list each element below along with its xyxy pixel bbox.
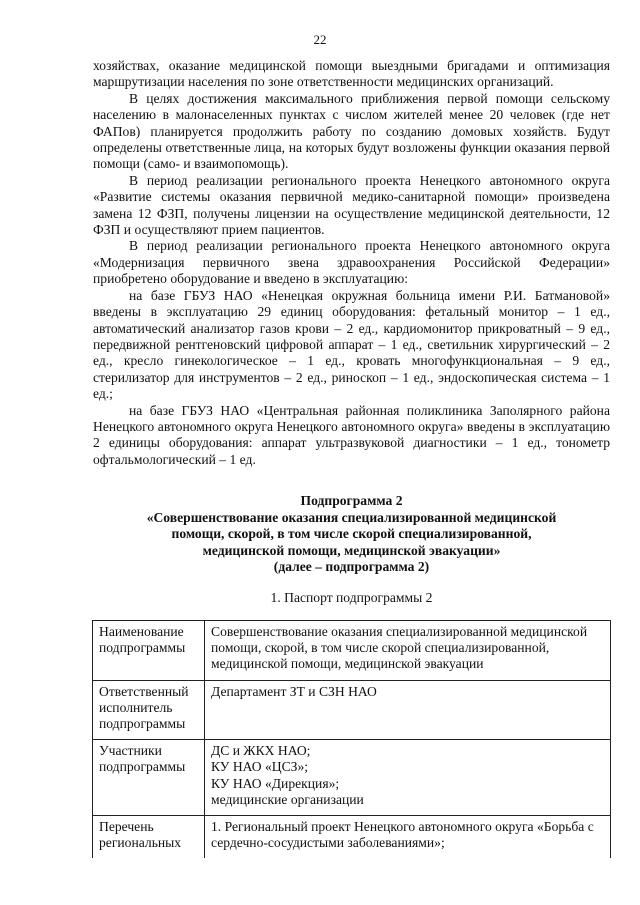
passport-table — [92, 620, 611, 858]
row-value: 1. Региональный проект Ненецкого автономного округа «Борьба с сердечно-сосудистыми заболеваниями»; — [205, 816, 611, 859]
row-value: Департамент ЗТ и СЗН НАО — [205, 680, 611, 740]
subprogram-name-line: «Совершенствование оказания специализированной медицинской — [146, 509, 557, 525]
paragraph: хозяйствах, оказание медицинской помощи выездными бригадами и оптимизация маршрутизации населения по зоне ответственности медицинских организаций. — [93, 58, 610, 90]
row-label: Участники подпрограммы — [93, 740, 205, 816]
row-label: Наименование подпрограммы — [93, 621, 205, 681]
paragraph: на базе ГБУЗ НАО «Ненецкая окружная больница имени Р.И. Батмановой» введены в эксплуатацию 29 единиц оборудования: фетальный монитор – 1 ед., автоматический анализатор газов крови – 2 ед., кардиомонитор прикроватный – 9 ед., передвижной рентгеновский цифровой аппарат – 1 ед., светильник хирургический – 2 ед., кресло гинекологическое – 1 ед., кровать многофункциональная – 9 ед., стерилизатор для инструментов – 2 ед., риноскоп – 1 ед., эндоскопическая система – 1 ед.; — [93, 287, 610, 402]
table-row — [93, 816, 611, 859]
participant: КУ НАО «Дирекция»; — [211, 775, 340, 791]
subprogram-short-name: (далее – подпрограмма 2) — [273, 559, 430, 575]
paragraph: В период реализации регионального проекта Ненецкого автономного округа «Модернизация первичного звена здравоохранения Российской Федерации» приобретено оборудование и введено в эксплуатацию: — [93, 238, 610, 287]
subprogram-title: Подпрограмма 2 — [300, 493, 403, 508]
paragraph: на базе ГБУЗ НАО «Центральная районная поликлиника Заполярного района Ненецкого автономного округа Ненецкого автономного округа» введены в эксплуатацию 2 единицы оборудования: аппарат ультразвуковой диагностики – 1 ед., тонометр офтальмологический – 1 ед. — [93, 402, 610, 467]
subprogram-name-line: помощи, скорой, в том числе скорой специализированной, — [171, 526, 532, 542]
participant: медицинские организации — [211, 791, 364, 807]
table-row — [93, 680, 611, 740]
row-value: Совершенствование оказания специализированной медицинской помощи, скорой, в том числе скорой специализированной, медицинской помощи, медицинской эвакуации — [205, 621, 611, 681]
subprogram-heading — [93, 493, 610, 576]
table-row — [93, 621, 611, 681]
participant: КУ НАО «ЦСЗ»; — [211, 759, 309, 775]
row-value — [205, 740, 611, 816]
row-label: Ответственный исполнитель подпрограммы — [93, 680, 205, 740]
paragraph: В целях достижения максимального приближения первой помощи сельскому населению в малонаселенных пунктах с числом жителей менее 20 человек (где нет ФАПов) планируется продолжить работу по созданию домовых хозяйств. Будут определены ответственные лица, на которых будут возложены функции оказания первой помощи (само- и взаимопомощь). — [93, 90, 610, 172]
passport-title: 1. Паспорт подпрограммы 2 — [270, 590, 433, 605]
body-text — [93, 58, 610, 468]
paragraph: В период реализации регионального проекта Ненецкого автономного округа «Развитие системы оказания первичной медико-санитарной помощи» произведена замена 12 ФЗП, получены лицензии на осуществление медицинской деятельности, 12 ФЗП и осуществляют прием пациентов. — [93, 172, 610, 238]
participant: ДС и ЖКХ НАО; — [211, 743, 311, 759]
table-row — [93, 740, 611, 816]
row-label: Перечень региональных — [93, 816, 205, 859]
subprogram-name-line: медицинской помощи, медицинской эвакуации» — [202, 542, 501, 558]
page-number: 22 — [313, 32, 327, 47]
